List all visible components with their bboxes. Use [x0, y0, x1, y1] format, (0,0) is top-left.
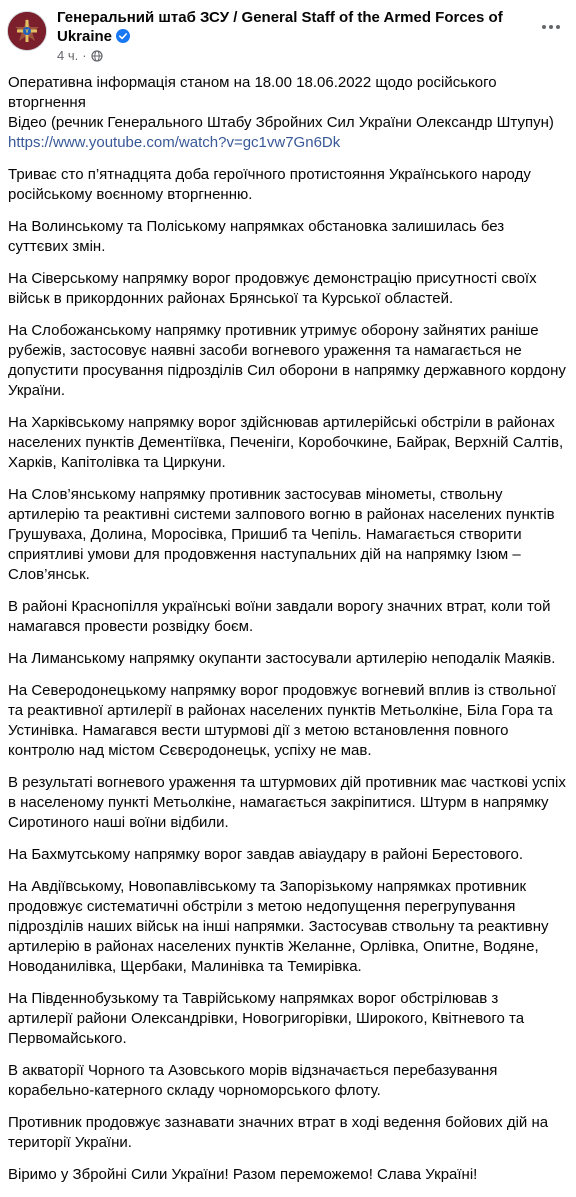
video-link[interactable]: https://www.youtube.com/watch?v=gc1vw7Gn6Dk — [8, 134, 341, 151]
post-paragraph: На Слобожанському напрямку противник утримує оборону зайнятих раніше рубежів, застосовує наявні засоби вогневого ураження та намагається не допустити просування підрозділів Сил оборони в напрямку державного кордону України. — [8, 322, 566, 399]
post-paragraph: На Лиманському напрямку окупанти застосували артилерію неподалік Маяків. — [8, 650, 556, 667]
more-options-button[interactable] — [536, 12, 566, 42]
intro-line-2: Відео (речник Генерального Штабу Збройних Сил України Олександр Штупун) — [8, 114, 554, 131]
verified-badge-icon — [116, 29, 130, 43]
post-paragraph: На Харківському напрямку ворог здійснював артилерійські обстріли в районах населених пунктів Дементіївка, Печеніги, Коробочкине, Байрак, Верхній Салтів, Харків, Капітолівка та Циркуни. — [8, 414, 564, 471]
post-paragraph: На Бахмутському напрямку ворог завдав авіаудару в районі Берестового. — [8, 846, 524, 863]
post-paragraph: Триває сто п’ятнадцята доба героїчного протистояння Українського народу російському воєнному вторгненню. — [8, 166, 531, 203]
post-paragraph: На Авдіївському, Новопавлівському та Запорізькому напрямках противник продовжує систематичні обстріли з метою недопущення перегрупування підрозділів наших військ на інші напрямки. Застосував ствольну та реактивну артилерію в районах населених пунктів Желанне, Орлівка, Опитне, Водяне, Новоданилівка, Щербаки, Малинівка та Темирівка. — [8, 878, 549, 975]
post-paragraph: На Сіверському напрямку ворог продовжує демонстрацію присутності своїх військ в прикордонних районах Брянської та Курської областей. — [8, 270, 537, 307]
post-header — [0, 0, 576, 74]
post-body — [8, 73, 566, 1197]
post-meta — [57, 48, 103, 64]
post-paragraph: Противник продовжує зазнавати значних втрат в ході ведення бойових дій на території України. — [8, 1114, 549, 1151]
post-paragraph: На Северодонецькому напрямку ворог продовжує вогневий вплив із ствольної та реактивної артилерії в районах населених пунктів Метьолкіне, Біла Гора та Устинівка. Намагався вести штурмові дії з метою встановлення повного контролю над містом Сєвєродонецьк, успіху не мав. — [8, 682, 556, 759]
page-avatar[interactable] — [7, 11, 47, 51]
post-paragraph: В акваторії Чорного та Азовського морів відзначається перебазування корабельно-катерного складу чорноморського флоту. — [8, 1062, 498, 1099]
more-icon-dot — [549, 25, 553, 29]
armed-forces-emblem-icon — [8, 12, 46, 50]
page-name[interactable] — [57, 8, 527, 46]
post-paragraph: Віримо у Збройні Сили України! Разом переможемо! Слава Україні! — [8, 1166, 478, 1183]
post-paragraph: В районі Краснопілля українські воїни завдали ворогу значних втрат, коли той намагався провести розвідку боєм. — [8, 598, 551, 635]
post-timestamp[interactable]: 4 ч. — [57, 48, 79, 63]
more-icon-dot — [542, 25, 546, 29]
page-name-text[interactable]: Генеральний штаб ЗСУ / General Staff of the Armed Forces of Ukraine — [57, 9, 503, 45]
post-paragraph: На Волинському та Поліському напрямках обстановка залишилась без суттєвих змін. — [8, 218, 505, 255]
post-paragraph: В результаті вогневого ураження та штурмових дій противник має часткові успіх в населеному пункті Метьолкіне, намагається закріпитися. Штурм в напрямку Сиротиного наші воїни відбили. — [8, 774, 566, 831]
post-intro — [8, 73, 566, 153]
globe-icon — [91, 50, 103, 62]
post-paragraph: На Слов’янському напрямку противник застосував мінометы, ствольну артилерію та реактивні системи залпового вогню в районах населених пунктів Грушуваха, Долина, Моросівка, Пришиб та Чепіль. Намагається створити сприятливі умови для продовження наступальних дій на напрямку Ізюм – Слов’янськ. — [8, 486, 555, 583]
post-paragraph: На Південнобузькому та Таврійському напрямках ворог обстрілював з артилерії райони Олександрівки, Новогригорівки, Широкого, Квітневого та Первомайського. — [8, 990, 525, 1047]
more-icon-dot — [556, 25, 560, 29]
meta-separator: · — [82, 48, 87, 63]
intro-line-1: Оперативна інформація станом на 18.00 18.06.2022 щодо російського вторгнення — [8, 74, 497, 111]
